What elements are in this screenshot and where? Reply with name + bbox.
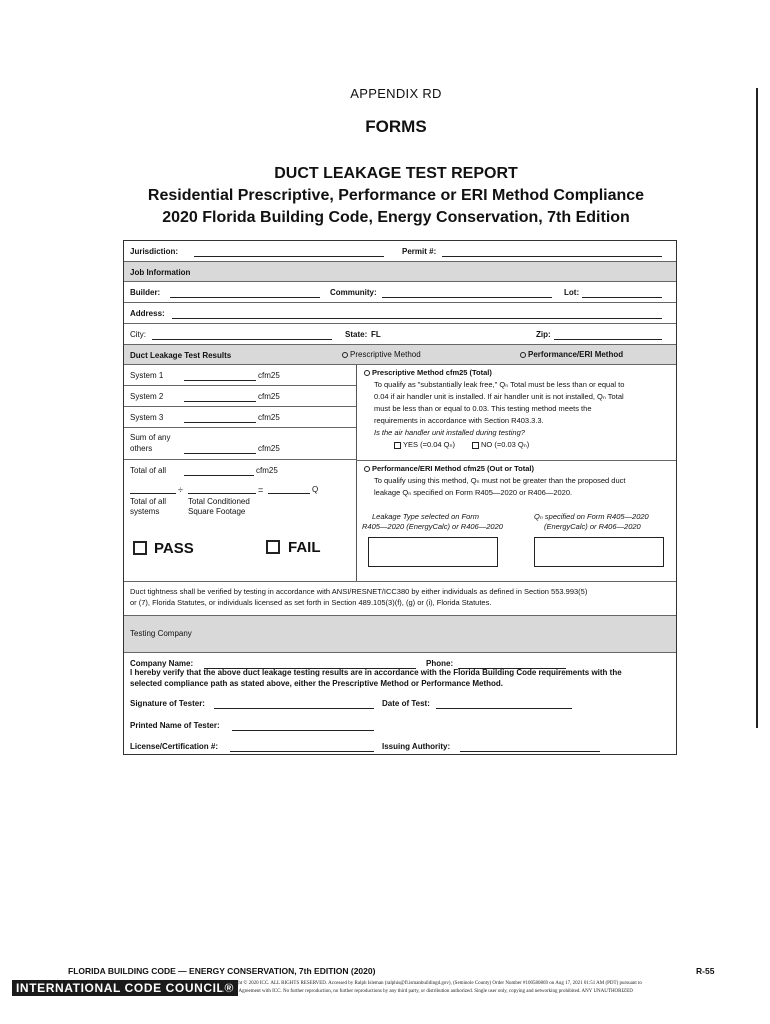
code-edition: 2020 Florida Building Code, Energy Conservation, 7th Edition: [162, 209, 630, 226]
total-row: [124, 460, 356, 481]
prescriptive-radio[interactable]: [342, 352, 348, 358]
sum-label-1: Sum of any: [130, 433, 171, 442]
pass-checkbox[interactable]: [133, 541, 147, 555]
leakage-type-label-1: Leakage Type selected on Form: [372, 512, 480, 521]
state-value: FL: [371, 330, 381, 339]
icc-logo: INTERNATIONAL CODE COUNCIL®: [12, 980, 238, 996]
date-label: Date of Test:: [382, 699, 430, 708]
qn-spec-label-1: Qₙ specified on Form R405—2020: [534, 512, 649, 521]
total-area-label-2: Square Footage: [188, 507, 246, 516]
system-1-unit: cfm25: [258, 371, 280, 380]
signature-label: Signature of Tester:: [130, 699, 205, 708]
leakage-type-label-2: R405—2020 (EnergyCalc) or R406—2020: [362, 522, 503, 531]
builder-label: Builder:: [130, 288, 161, 297]
qn-input[interactable]: [268, 493, 310, 494]
community-input[interactable]: [382, 297, 552, 298]
state-label: State:: [345, 330, 368, 339]
yes-label: YES (=0.04 Qₙ): [403, 440, 455, 449]
system-1-row: [124, 365, 356, 386]
no-checkbox[interactable]: [472, 442, 479, 449]
testing-company-row: [124, 616, 676, 653]
prescriptive-text-2: 0.04 if air handler unit is installed. If air handler unit is not installed, Qₙ Total: [374, 392, 624, 401]
sum-unit: cfm25: [258, 444, 280, 453]
prescriptive-text-3: must be less than or equal to 0.03. This testing method meets the: [374, 404, 592, 413]
tightness-text-1: Duct tightness shall be verified by testing in accordance with ANSI/RESNET/ICC380 by either individuals as defined in Section 553.993(5): [130, 587, 588, 596]
prescriptive-text-1: To qualify as "substantially leak free," Qₙ Total must be less than or equal to: [374, 380, 625, 389]
permit-input[interactable]: [442, 256, 662, 257]
jurisdiction-input[interactable]: [194, 256, 384, 257]
certify-text-2: selected compliance path as stated above, either the Prescriptive Method or Performance Method.: [130, 679, 503, 688]
performance-panel-radio[interactable]: [364, 466, 370, 472]
total-label: Total of all: [130, 466, 167, 475]
printed-name-input[interactable]: [232, 730, 374, 731]
performance-text-2: leakage Qₙ specified on Form R405—2020 or R406—2020.: [374, 488, 573, 497]
appendix-heading: APPENDIX RD: [350, 86, 442, 101]
results-label: Duct Leakage Test Results: [130, 351, 232, 360]
yes-checkbox[interactable]: [394, 442, 401, 449]
tightness-text-2: or (7), Florida Statutes, or individuals licensed as set forth in Section 489.105(3)(f), (g) or (i), Florida Statutes.: [130, 598, 492, 607]
jurisdiction-label: Jurisdiction:: [130, 247, 179, 256]
city-input[interactable]: [152, 339, 332, 340]
performance-radio[interactable]: [520, 352, 526, 358]
permit-label: Permit #:: [402, 247, 437, 256]
prescriptive-method-option[interactable]: [342, 350, 421, 359]
fail-label: FAIL: [288, 539, 321, 556]
qn-symbol: Q: [312, 485, 319, 494]
no-label: NO (=0.03 Qₙ): [481, 440, 530, 449]
performance-panel: [356, 461, 676, 581]
qn-specified-input[interactable]: [534, 537, 664, 567]
sum-others-input[interactable]: [184, 453, 256, 454]
sum-label-2: others: [130, 444, 153, 453]
pass-label: PASS: [154, 540, 194, 557]
copyright-notice: [222, 980, 758, 996]
system-2-unit: cfm25: [258, 392, 280, 401]
performance-text-1: To qualify using this method, Qₙ must not be greater than the proposed duct: [374, 476, 626, 485]
city-row: [124, 324, 676, 345]
testing-company-label: Testing Company: [130, 629, 192, 638]
zip-label: Zip:: [536, 330, 551, 339]
signature-input[interactable]: [214, 708, 374, 709]
report-title: DUCT LEAKAGE TEST REPORT: [274, 165, 518, 182]
report-subtitle: Residential Prescriptive, Performance or ERI Method Compliance: [147, 187, 645, 204]
certify-text-1: I hereby verify that the above duct leakage testing results are in accordance with the Florida Building Code requirements with the: [130, 668, 622, 677]
jurisdiction-row: [124, 241, 676, 262]
prescriptive-heading-row: [364, 367, 492, 379]
total-systems-label-1: Total of all: [130, 497, 167, 506]
performance-heading: Performance/ERI Method cfm25 (Out or Total): [372, 464, 534, 473]
air-handler-no[interactable]: [472, 439, 529, 451]
system-1-label: System 1: [130, 371, 164, 380]
address-input[interactable]: [172, 318, 662, 319]
company-name-label: Company Name:: [130, 659, 194, 668]
total-systems-input[interactable]: [130, 493, 176, 494]
phone-label: Phone:: [426, 659, 454, 668]
air-handler-yes[interactable]: [394, 439, 455, 451]
builder-input[interactable]: [170, 297, 320, 298]
total-systems-label-2: systems: [130, 507, 160, 516]
prescriptive-text-4: requirements in accordance with Section R403.3.3.: [374, 416, 544, 425]
job-information-row: [124, 262, 676, 282]
community-label: Community:: [330, 288, 377, 297]
issuing-authority-label: Issuing Authority:: [382, 742, 451, 751]
page-number: R-55: [696, 966, 715, 976]
prescriptive-heading: Prescriptive Method cfm25 (Total): [372, 368, 492, 377]
city-label: City:: [130, 330, 146, 339]
job-information-label: Job Information: [130, 268, 191, 277]
copyright-line-1: Copyright © 2020 ICC. ALL RIGHTS RESERVED. Accessed by Ralph Isleman (ralphis@fl.ismanbuildingd.gov), (Seminole County) Order Number #100580869 on Aug 17, 2021 01:51 AM (PDT) pursuant to: [222, 981, 642, 986]
lot-label: Lot:: [564, 288, 580, 297]
tester-section: [124, 653, 676, 755]
system-3-row: [124, 407, 356, 428]
total-unit: cfm25: [256, 466, 278, 475]
forms-heading: FORMS: [365, 117, 427, 136]
tightness-row: [124, 581, 676, 616]
prescriptive-method-label: Prescriptive Method: [350, 350, 421, 359]
qn-spec-label-2: (EnergyCalc) or R406—2020: [544, 522, 641, 531]
copyright-line-2: License Agreement with ICC. No further reproduction, no further reproductions by any third party, or distribution authorized. Single user only, copying and networking prohibited. ANY UNAUTHORIZED: [222, 989, 633, 994]
address-row: [124, 303, 676, 324]
system-3-unit: cfm25: [258, 413, 280, 422]
issuing-authority-input[interactable]: [460, 751, 600, 752]
system-1-input[interactable]: [184, 380, 256, 381]
results-header-row: [124, 345, 676, 365]
prescriptive-panel-radio[interactable]: [364, 370, 370, 376]
total-area-label-1: Total Conditioned: [188, 497, 250, 506]
system-3-input[interactable]: [184, 422, 256, 423]
duct-leakage-form: [123, 240, 677, 755]
air-handler-question: Is the air handler unit installed during testing?: [374, 428, 525, 437]
fail-checkbox[interactable]: [266, 540, 280, 554]
leakage-type-input[interactable]: [368, 537, 498, 567]
license-label: License/Certification #:: [130, 742, 219, 751]
total-area-input[interactable]: [188, 493, 256, 494]
equals-symbol: =: [258, 485, 264, 495]
divide-symbol: ÷: [178, 485, 183, 495]
lot-input[interactable]: [582, 297, 662, 298]
zip-input[interactable]: [554, 339, 662, 340]
date-input[interactable]: [436, 708, 572, 709]
footer-title: FLORIDA BUILDING CODE — ENERGY CONSERVATION, 7th EDITION (2020): [68, 966, 376, 976]
performance-heading-row: [364, 463, 534, 475]
prescriptive-panel: [356, 365, 676, 461]
total-input[interactable]: [184, 475, 254, 476]
system-3-label: System 3: [130, 413, 164, 422]
address-label: Address:: [130, 309, 165, 318]
page-margin-rule: [756, 88, 758, 728]
performance-method-option[interactable]: [520, 350, 623, 359]
printed-name-label: Printed Name of Tester:: [130, 721, 220, 730]
builder-row: [124, 282, 676, 303]
performance-method-label: Performance/ERI Method: [528, 350, 624, 359]
system-2-row: [124, 386, 356, 407]
system-2-input[interactable]: [184, 401, 256, 402]
license-input[interactable]: [230, 751, 374, 752]
system-2-label: System 2: [130, 392, 164, 401]
sum-others-row: [124, 428, 356, 460]
